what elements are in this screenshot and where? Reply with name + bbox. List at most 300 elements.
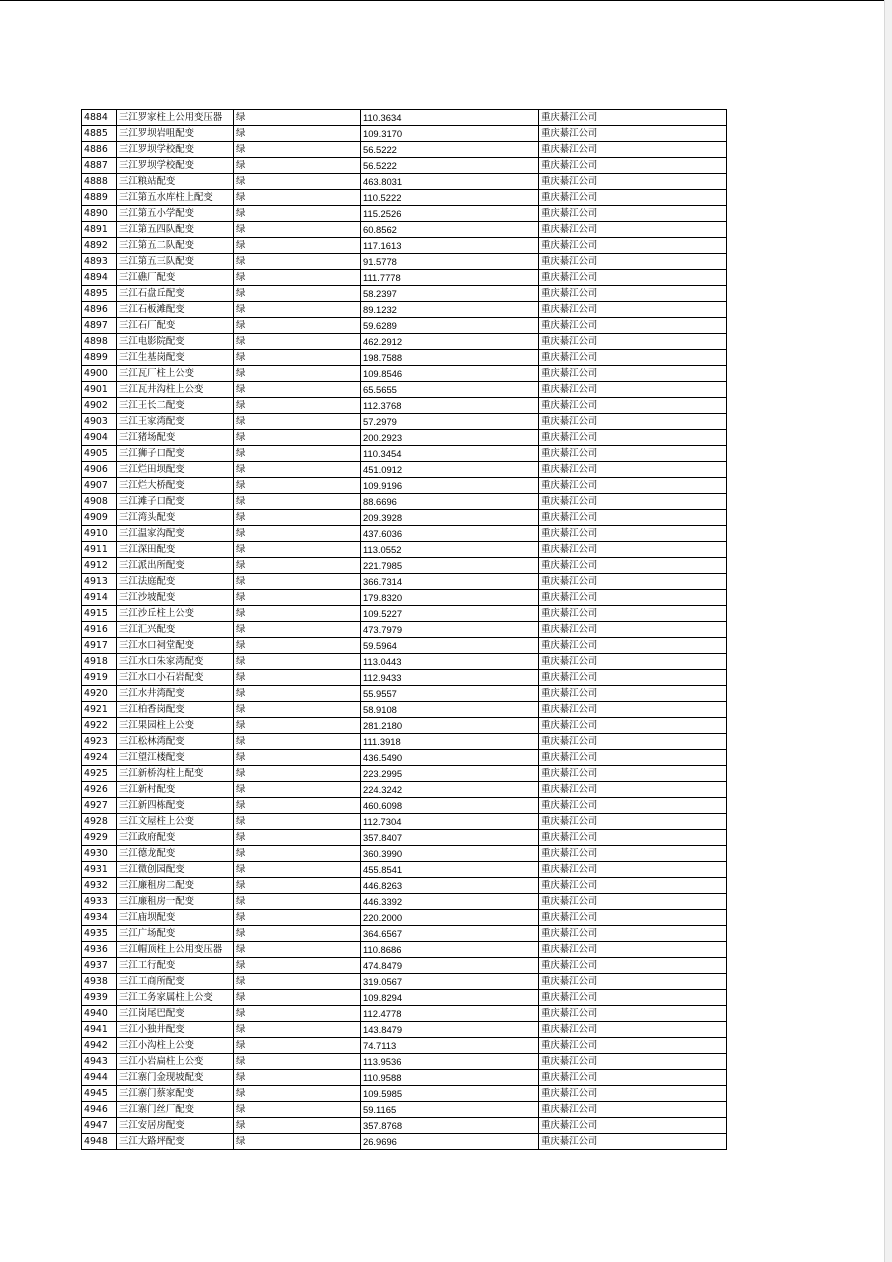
value-cell: 59.6289 <box>361 318 539 334</box>
transformer-name-cell: 三江小独井配变 <box>117 1022 234 1038</box>
transformer-name-cell: 三江文屋柱上公变 <box>117 814 234 830</box>
status-color-cell: 绿 <box>234 126 361 142</box>
table-body <box>82 110 727 1150</box>
value-cell: 463.8031 <box>361 174 539 190</box>
company-cell: 重庆綦江公司 <box>539 1086 727 1102</box>
company-cell: 重庆綦江公司 <box>539 750 727 766</box>
company-cell: 重庆綦江公司 <box>539 494 727 510</box>
row-number-cell: 4948 <box>82 1134 117 1150</box>
company-cell: 重庆綦江公司 <box>539 942 727 958</box>
table-row <box>82 606 727 622</box>
transformer-name-cell: 三江小沟柱上公变 <box>117 1038 234 1054</box>
table-row <box>82 318 727 334</box>
table-row <box>82 414 727 430</box>
table-row <box>82 302 727 318</box>
transformer-name-cell: 三江深田配变 <box>117 542 234 558</box>
row-number-cell: 4922 <box>82 718 117 734</box>
status-color-cell: 绿 <box>234 366 361 382</box>
transformer-name-cell: 三江寨门丝厂配变 <box>117 1102 234 1118</box>
row-number-cell: 4884 <box>82 110 117 126</box>
row-number-cell: 4902 <box>82 398 117 414</box>
status-color-cell: 绿 <box>234 830 361 846</box>
table-row <box>82 478 727 494</box>
row-number-cell: 4927 <box>82 798 117 814</box>
company-cell: 重庆綦江公司 <box>539 1134 727 1150</box>
row-number-cell: 4912 <box>82 558 117 574</box>
window-right-edge <box>884 0 892 1262</box>
value-cell: 110.8686 <box>361 942 539 958</box>
row-number-cell: 4940 <box>82 1006 117 1022</box>
status-color-cell: 绿 <box>234 590 361 606</box>
table-row <box>82 1054 727 1070</box>
company-cell: 重庆綦江公司 <box>539 702 727 718</box>
value-cell: 56.5222 <box>361 158 539 174</box>
transformer-name-cell: 三江寨门蔡家配变 <box>117 1086 234 1102</box>
table-row <box>82 526 727 542</box>
row-number-cell: 4942 <box>82 1038 117 1054</box>
table-row <box>82 750 727 766</box>
transformer-name-cell: 三江安居房配变 <box>117 1118 234 1134</box>
table-row <box>82 254 727 270</box>
company-cell: 重庆綦江公司 <box>539 158 727 174</box>
row-number-cell: 4917 <box>82 638 117 654</box>
company-cell: 重庆綦江公司 <box>539 830 727 846</box>
company-cell: 重庆綦江公司 <box>539 766 727 782</box>
company-cell: 重庆綦江公司 <box>539 574 727 590</box>
company-cell: 重庆綦江公司 <box>539 654 727 670</box>
value-cell: 220.2000 <box>361 910 539 926</box>
status-color-cell: 绿 <box>234 862 361 878</box>
table-row <box>82 1006 727 1022</box>
table-row <box>82 190 727 206</box>
company-cell: 重庆綦江公司 <box>539 798 727 814</box>
value-cell: 357.8407 <box>361 830 539 846</box>
value-cell: 112.9433 <box>361 670 539 686</box>
transformer-name-cell: 三江汇兴配变 <box>117 622 234 638</box>
status-color-cell: 绿 <box>234 1070 361 1086</box>
row-number-cell: 4885 <box>82 126 117 142</box>
table-row <box>82 1038 727 1054</box>
company-cell: 重庆綦江公司 <box>539 1054 727 1070</box>
value-cell: 113.0552 <box>361 542 539 558</box>
transformer-name-cell: 三江石盘丘配变 <box>117 286 234 302</box>
row-number-cell: 4913 <box>82 574 117 590</box>
transformer-name-cell: 三江帽顶柱上公用变压器 <box>117 942 234 958</box>
transformer-name-cell: 三江新四栋配变 <box>117 798 234 814</box>
transformer-name-cell: 三江广场配变 <box>117 926 234 942</box>
company-cell: 重庆綦江公司 <box>539 638 727 654</box>
table-row <box>82 1102 727 1118</box>
status-color-cell: 绿 <box>234 894 361 910</box>
table-row <box>82 286 727 302</box>
company-cell: 重庆綦江公司 <box>539 110 727 126</box>
table-row <box>82 798 727 814</box>
company-cell: 重庆綦江公司 <box>539 590 727 606</box>
row-number-cell: 4939 <box>82 990 117 1006</box>
table-row <box>82 558 727 574</box>
company-cell: 重庆綦江公司 <box>539 558 727 574</box>
row-number-cell: 4909 <box>82 510 117 526</box>
transformer-name-cell: 三江狮子口配变 <box>117 446 234 462</box>
value-cell: 117.1613 <box>361 238 539 254</box>
table-row <box>82 350 727 366</box>
transformer-name-cell: 三江石厂配变 <box>117 318 234 334</box>
status-color-cell: 绿 <box>234 958 361 974</box>
table-row <box>82 830 727 846</box>
table-row <box>82 814 727 830</box>
status-color-cell: 绿 <box>234 798 361 814</box>
table-row <box>82 398 727 414</box>
row-number-cell: 4945 <box>82 1086 117 1102</box>
company-cell: 重庆綦江公司 <box>539 222 727 238</box>
transformer-name-cell: 三江水井湾配变 <box>117 686 234 702</box>
status-color-cell: 绿 <box>234 462 361 478</box>
status-color-cell: 绿 <box>234 414 361 430</box>
transformer-name-cell: 三江新村配变 <box>117 782 234 798</box>
value-cell: 109.8546 <box>361 366 539 382</box>
value-cell: 112.4778 <box>361 1006 539 1022</box>
value-cell: 357.8768 <box>361 1118 539 1134</box>
table-row <box>82 1070 727 1086</box>
transformer-name-cell: 三江电影院配变 <box>117 334 234 350</box>
row-number-cell: 4900 <box>82 366 117 382</box>
value-cell: 460.6098 <box>361 798 539 814</box>
value-cell: 198.7588 <box>361 350 539 366</box>
row-number-cell: 4910 <box>82 526 117 542</box>
row-number-cell: 4901 <box>82 382 117 398</box>
transformer-name-cell: 三江果园柱上公变 <box>117 718 234 734</box>
table-row <box>82 494 727 510</box>
company-cell: 重庆綦江公司 <box>539 1038 727 1054</box>
row-number-cell: 4891 <box>82 222 117 238</box>
transformer-name-cell: 三江第五小学配变 <box>117 206 234 222</box>
value-cell: 110.5222 <box>361 190 539 206</box>
value-cell: 462.2912 <box>361 334 539 350</box>
value-cell: 91.5778 <box>361 254 539 270</box>
transformer-name-cell: 三江罗坝学校配变 <box>117 142 234 158</box>
row-number-cell: 4928 <box>82 814 117 830</box>
row-number-cell: 4889 <box>82 190 117 206</box>
status-color-cell: 绿 <box>234 846 361 862</box>
company-cell: 重庆綦江公司 <box>539 622 727 638</box>
transformer-name-cell: 三江王家湾配变 <box>117 414 234 430</box>
value-cell: 113.0443 <box>361 654 539 670</box>
table-row <box>82 862 727 878</box>
value-cell: 436.5490 <box>361 750 539 766</box>
status-color-cell: 绿 <box>234 718 361 734</box>
transformer-name-cell: 三江罗坝岩咀配变 <box>117 126 234 142</box>
table-row <box>82 926 727 942</box>
company-cell: 重庆綦江公司 <box>539 254 727 270</box>
value-cell: 110.3454 <box>361 446 539 462</box>
transformer-name-cell: 三江微创园配变 <box>117 862 234 878</box>
status-color-cell: 绿 <box>234 318 361 334</box>
company-cell: 重庆綦江公司 <box>539 1118 727 1134</box>
status-color-cell: 绿 <box>234 622 361 638</box>
value-cell: 455.8541 <box>361 862 539 878</box>
company-cell: 重庆綦江公司 <box>539 526 727 542</box>
value-cell: 179.8320 <box>361 590 539 606</box>
status-color-cell: 绿 <box>234 654 361 670</box>
status-color-cell: 绿 <box>234 670 361 686</box>
transformer-name-cell: 三江第五水库柱上配变 <box>117 190 234 206</box>
transformer-name-cell: 三江望江楼配变 <box>117 750 234 766</box>
table-row <box>82 590 727 606</box>
transformer-name-cell: 三江瓦厂柱上公变 <box>117 366 234 382</box>
status-color-cell: 绿 <box>234 238 361 254</box>
table-row <box>82 910 727 926</box>
table-row <box>82 942 727 958</box>
status-color-cell: 绿 <box>234 1134 361 1150</box>
row-number-cell: 4906 <box>82 462 117 478</box>
transformer-name-cell: 三江王长二配变 <box>117 398 234 414</box>
table-row <box>82 382 727 398</box>
table-row <box>82 430 727 446</box>
status-color-cell: 绿 <box>234 350 361 366</box>
row-number-cell: 4938 <box>82 974 117 990</box>
transformer-name-cell: 三江湾头配变 <box>117 510 234 526</box>
company-cell: 重庆綦江公司 <box>539 510 727 526</box>
row-number-cell: 4931 <box>82 862 117 878</box>
transformer-name-cell: 三江德龙配变 <box>117 846 234 862</box>
status-color-cell: 绿 <box>234 398 361 414</box>
row-number-cell: 4930 <box>82 846 117 862</box>
company-cell: 重庆綦江公司 <box>539 126 727 142</box>
value-cell: 115.2526 <box>361 206 539 222</box>
row-number-cell: 4936 <box>82 942 117 958</box>
row-number-cell: 4933 <box>82 894 117 910</box>
value-cell: 451.0912 <box>361 462 539 478</box>
company-cell: 重庆綦江公司 <box>539 606 727 622</box>
row-number-cell: 4895 <box>82 286 117 302</box>
table-row <box>82 990 727 1006</box>
status-color-cell: 绿 <box>234 254 361 270</box>
value-cell: 200.2923 <box>361 430 539 446</box>
value-cell: 26.9696 <box>361 1134 539 1150</box>
status-color-cell: 绿 <box>234 542 361 558</box>
status-color-cell: 绿 <box>234 286 361 302</box>
status-color-cell: 绿 <box>234 974 361 990</box>
transformer-name-cell: 三江礁厂配变 <box>117 270 234 286</box>
company-cell: 重庆綦江公司 <box>539 462 727 478</box>
transformer-name-cell: 三江第五二队配变 <box>117 238 234 254</box>
company-cell: 重庆綦江公司 <box>539 926 727 942</box>
status-color-cell: 绿 <box>234 206 361 222</box>
table-row <box>82 174 727 190</box>
table-row <box>82 894 727 910</box>
status-color-cell: 绿 <box>234 574 361 590</box>
status-color-cell: 绿 <box>234 158 361 174</box>
value-cell: 437.6036 <box>361 526 539 542</box>
row-number-cell: 4944 <box>82 1070 117 1086</box>
transformer-name-cell: 三江法庭配变 <box>117 574 234 590</box>
value-cell: 58.9108 <box>361 702 539 718</box>
company-cell: 重庆綦江公司 <box>539 686 727 702</box>
status-color-cell: 绿 <box>234 1102 361 1118</box>
company-cell: 重庆綦江公司 <box>539 334 727 350</box>
row-number-cell: 4932 <box>82 878 117 894</box>
table-row <box>82 734 727 750</box>
value-cell: 112.3768 <box>361 398 539 414</box>
row-number-cell: 4896 <box>82 302 117 318</box>
company-cell: 重庆綦江公司 <box>539 1102 727 1118</box>
company-cell: 重庆綦江公司 <box>539 910 727 926</box>
status-color-cell: 绿 <box>234 782 361 798</box>
value-cell: 112.7304 <box>361 814 539 830</box>
row-number-cell: 4924 <box>82 750 117 766</box>
status-color-cell: 绿 <box>234 910 361 926</box>
value-cell: 113.9536 <box>361 1054 539 1070</box>
status-color-cell: 绿 <box>234 510 361 526</box>
value-cell: 88.6696 <box>361 494 539 510</box>
row-number-cell: 4929 <box>82 830 117 846</box>
row-number-cell: 4892 <box>82 238 117 254</box>
value-cell: 366.7314 <box>361 574 539 590</box>
value-cell: 109.3170 <box>361 126 539 142</box>
transformer-name-cell: 三江小岩扁柱上公变 <box>117 1054 234 1070</box>
status-color-cell: 绿 <box>234 1038 361 1054</box>
status-color-cell: 绿 <box>234 606 361 622</box>
table-row <box>82 702 727 718</box>
row-number-cell: 4898 <box>82 334 117 350</box>
status-color-cell: 绿 <box>234 190 361 206</box>
status-color-cell: 绿 <box>234 382 361 398</box>
status-color-cell: 绿 <box>234 638 361 654</box>
status-color-cell: 绿 <box>234 494 361 510</box>
company-cell: 重庆綦江公司 <box>539 446 727 462</box>
row-number-cell: 4943 <box>82 1054 117 1070</box>
value-cell: 56.5222 <box>361 142 539 158</box>
table-row <box>82 206 727 222</box>
company-cell: 重庆綦江公司 <box>539 142 727 158</box>
transformer-name-cell: 三江政府配变 <box>117 830 234 846</box>
table-row <box>82 334 727 350</box>
row-number-cell: 4899 <box>82 350 117 366</box>
company-cell: 重庆綦江公司 <box>539 894 727 910</box>
value-cell: 281.2180 <box>361 718 539 734</box>
transformer-name-cell: 三江沙丘柱上公变 <box>117 606 234 622</box>
row-number-cell: 4918 <box>82 654 117 670</box>
transformer-name-cell: 三江罗坝学校配变 <box>117 158 234 174</box>
value-cell: 221.7985 <box>361 558 539 574</box>
transformer-name-cell: 三江廉租房一配变 <box>117 894 234 910</box>
status-color-cell: 绿 <box>234 478 361 494</box>
transformer-name-cell: 三江温家沟配变 <box>117 526 234 542</box>
value-cell: 109.5227 <box>361 606 539 622</box>
status-color-cell: 绿 <box>234 766 361 782</box>
value-cell: 74.7113 <box>361 1038 539 1054</box>
transformer-name-cell: 三江新桥沟柱上配变 <box>117 766 234 782</box>
transformer-name-cell: 三江工务家属柱上公变 <box>117 990 234 1006</box>
company-cell: 重庆綦江公司 <box>539 286 727 302</box>
company-cell: 重庆綦江公司 <box>539 782 727 798</box>
value-cell: 319.0567 <box>361 974 539 990</box>
table-row <box>82 510 727 526</box>
table-row <box>82 878 727 894</box>
table-row <box>82 782 727 798</box>
row-number-cell: 4926 <box>82 782 117 798</box>
row-number-cell: 4903 <box>82 414 117 430</box>
value-cell: 65.5655 <box>361 382 539 398</box>
value-cell: 446.8263 <box>361 878 539 894</box>
transformer-name-cell: 三江猪场配变 <box>117 430 234 446</box>
row-number-cell: 4897 <box>82 318 117 334</box>
company-cell: 重庆綦江公司 <box>539 190 727 206</box>
company-cell: 重庆綦江公司 <box>539 718 727 734</box>
company-cell: 重庆綦江公司 <box>539 206 727 222</box>
row-number-cell: 4893 <box>82 254 117 270</box>
status-color-cell: 绿 <box>234 1118 361 1134</box>
transformer-name-cell: 三江廉租房二配变 <box>117 878 234 894</box>
transformer-name-cell: 三江第五三队配变 <box>117 254 234 270</box>
company-cell: 重庆綦江公司 <box>539 382 727 398</box>
table-row <box>82 974 727 990</box>
company-cell: 重庆綦江公司 <box>539 1070 727 1086</box>
status-color-cell: 绿 <box>234 526 361 542</box>
transformer-name-cell: 三江大路坪配变 <box>117 1134 234 1150</box>
row-number-cell: 4911 <box>82 542 117 558</box>
company-cell: 重庆綦江公司 <box>539 478 727 494</box>
row-number-cell: 4916 <box>82 622 117 638</box>
transformer-name-cell: 三江工商所配变 <box>117 974 234 990</box>
transformer-name-cell: 三江庙坝配变 <box>117 910 234 926</box>
status-color-cell: 绿 <box>234 878 361 894</box>
value-cell: 109.5985 <box>361 1086 539 1102</box>
company-cell: 重庆綦江公司 <box>539 974 727 990</box>
company-cell: 重庆綦江公司 <box>539 238 727 254</box>
row-number-cell: 4888 <box>82 174 117 190</box>
row-number-cell: 4908 <box>82 494 117 510</box>
value-cell: 474.8479 <box>361 958 539 974</box>
status-color-cell: 绿 <box>234 1006 361 1022</box>
row-number-cell: 4919 <box>82 670 117 686</box>
row-number-cell: 4907 <box>82 478 117 494</box>
transformer-name-cell: 三江水口祠堂配变 <box>117 638 234 654</box>
status-color-cell: 绿 <box>234 686 361 702</box>
table-row <box>82 446 727 462</box>
value-cell: 59.5964 <box>361 638 539 654</box>
status-color-cell: 绿 <box>234 174 361 190</box>
table-row <box>82 574 727 590</box>
status-color-cell: 绿 <box>234 990 361 1006</box>
row-number-cell: 4925 <box>82 766 117 782</box>
row-number-cell: 4920 <box>82 686 117 702</box>
company-cell: 重庆綦江公司 <box>539 366 727 382</box>
status-color-cell: 绿 <box>234 558 361 574</box>
row-number-cell: 4904 <box>82 430 117 446</box>
value-cell: 111.3918 <box>361 734 539 750</box>
status-color-cell: 绿 <box>234 926 361 942</box>
row-number-cell: 4905 <box>82 446 117 462</box>
company-cell: 重庆綦江公司 <box>539 958 727 974</box>
transformer-name-cell: 三江工行配变 <box>117 958 234 974</box>
value-cell: 364.6567 <box>361 926 539 942</box>
value-cell: 111.7778 <box>361 270 539 286</box>
status-color-cell: 绿 <box>234 222 361 238</box>
transformer-name-cell: 三江水口朱家湾配变 <box>117 654 234 670</box>
status-color-cell: 绿 <box>234 702 361 718</box>
table-row <box>82 462 727 478</box>
status-color-cell: 绿 <box>234 1022 361 1038</box>
company-cell: 重庆綦江公司 <box>539 350 727 366</box>
transformer-name-cell: 三江生基岗配变 <box>117 350 234 366</box>
table-row <box>82 366 727 382</box>
table-row <box>82 718 727 734</box>
company-cell: 重庆綦江公司 <box>539 414 727 430</box>
company-cell: 重庆綦江公司 <box>539 542 727 558</box>
table-row <box>82 686 727 702</box>
company-cell: 重庆綦江公司 <box>539 990 727 1006</box>
